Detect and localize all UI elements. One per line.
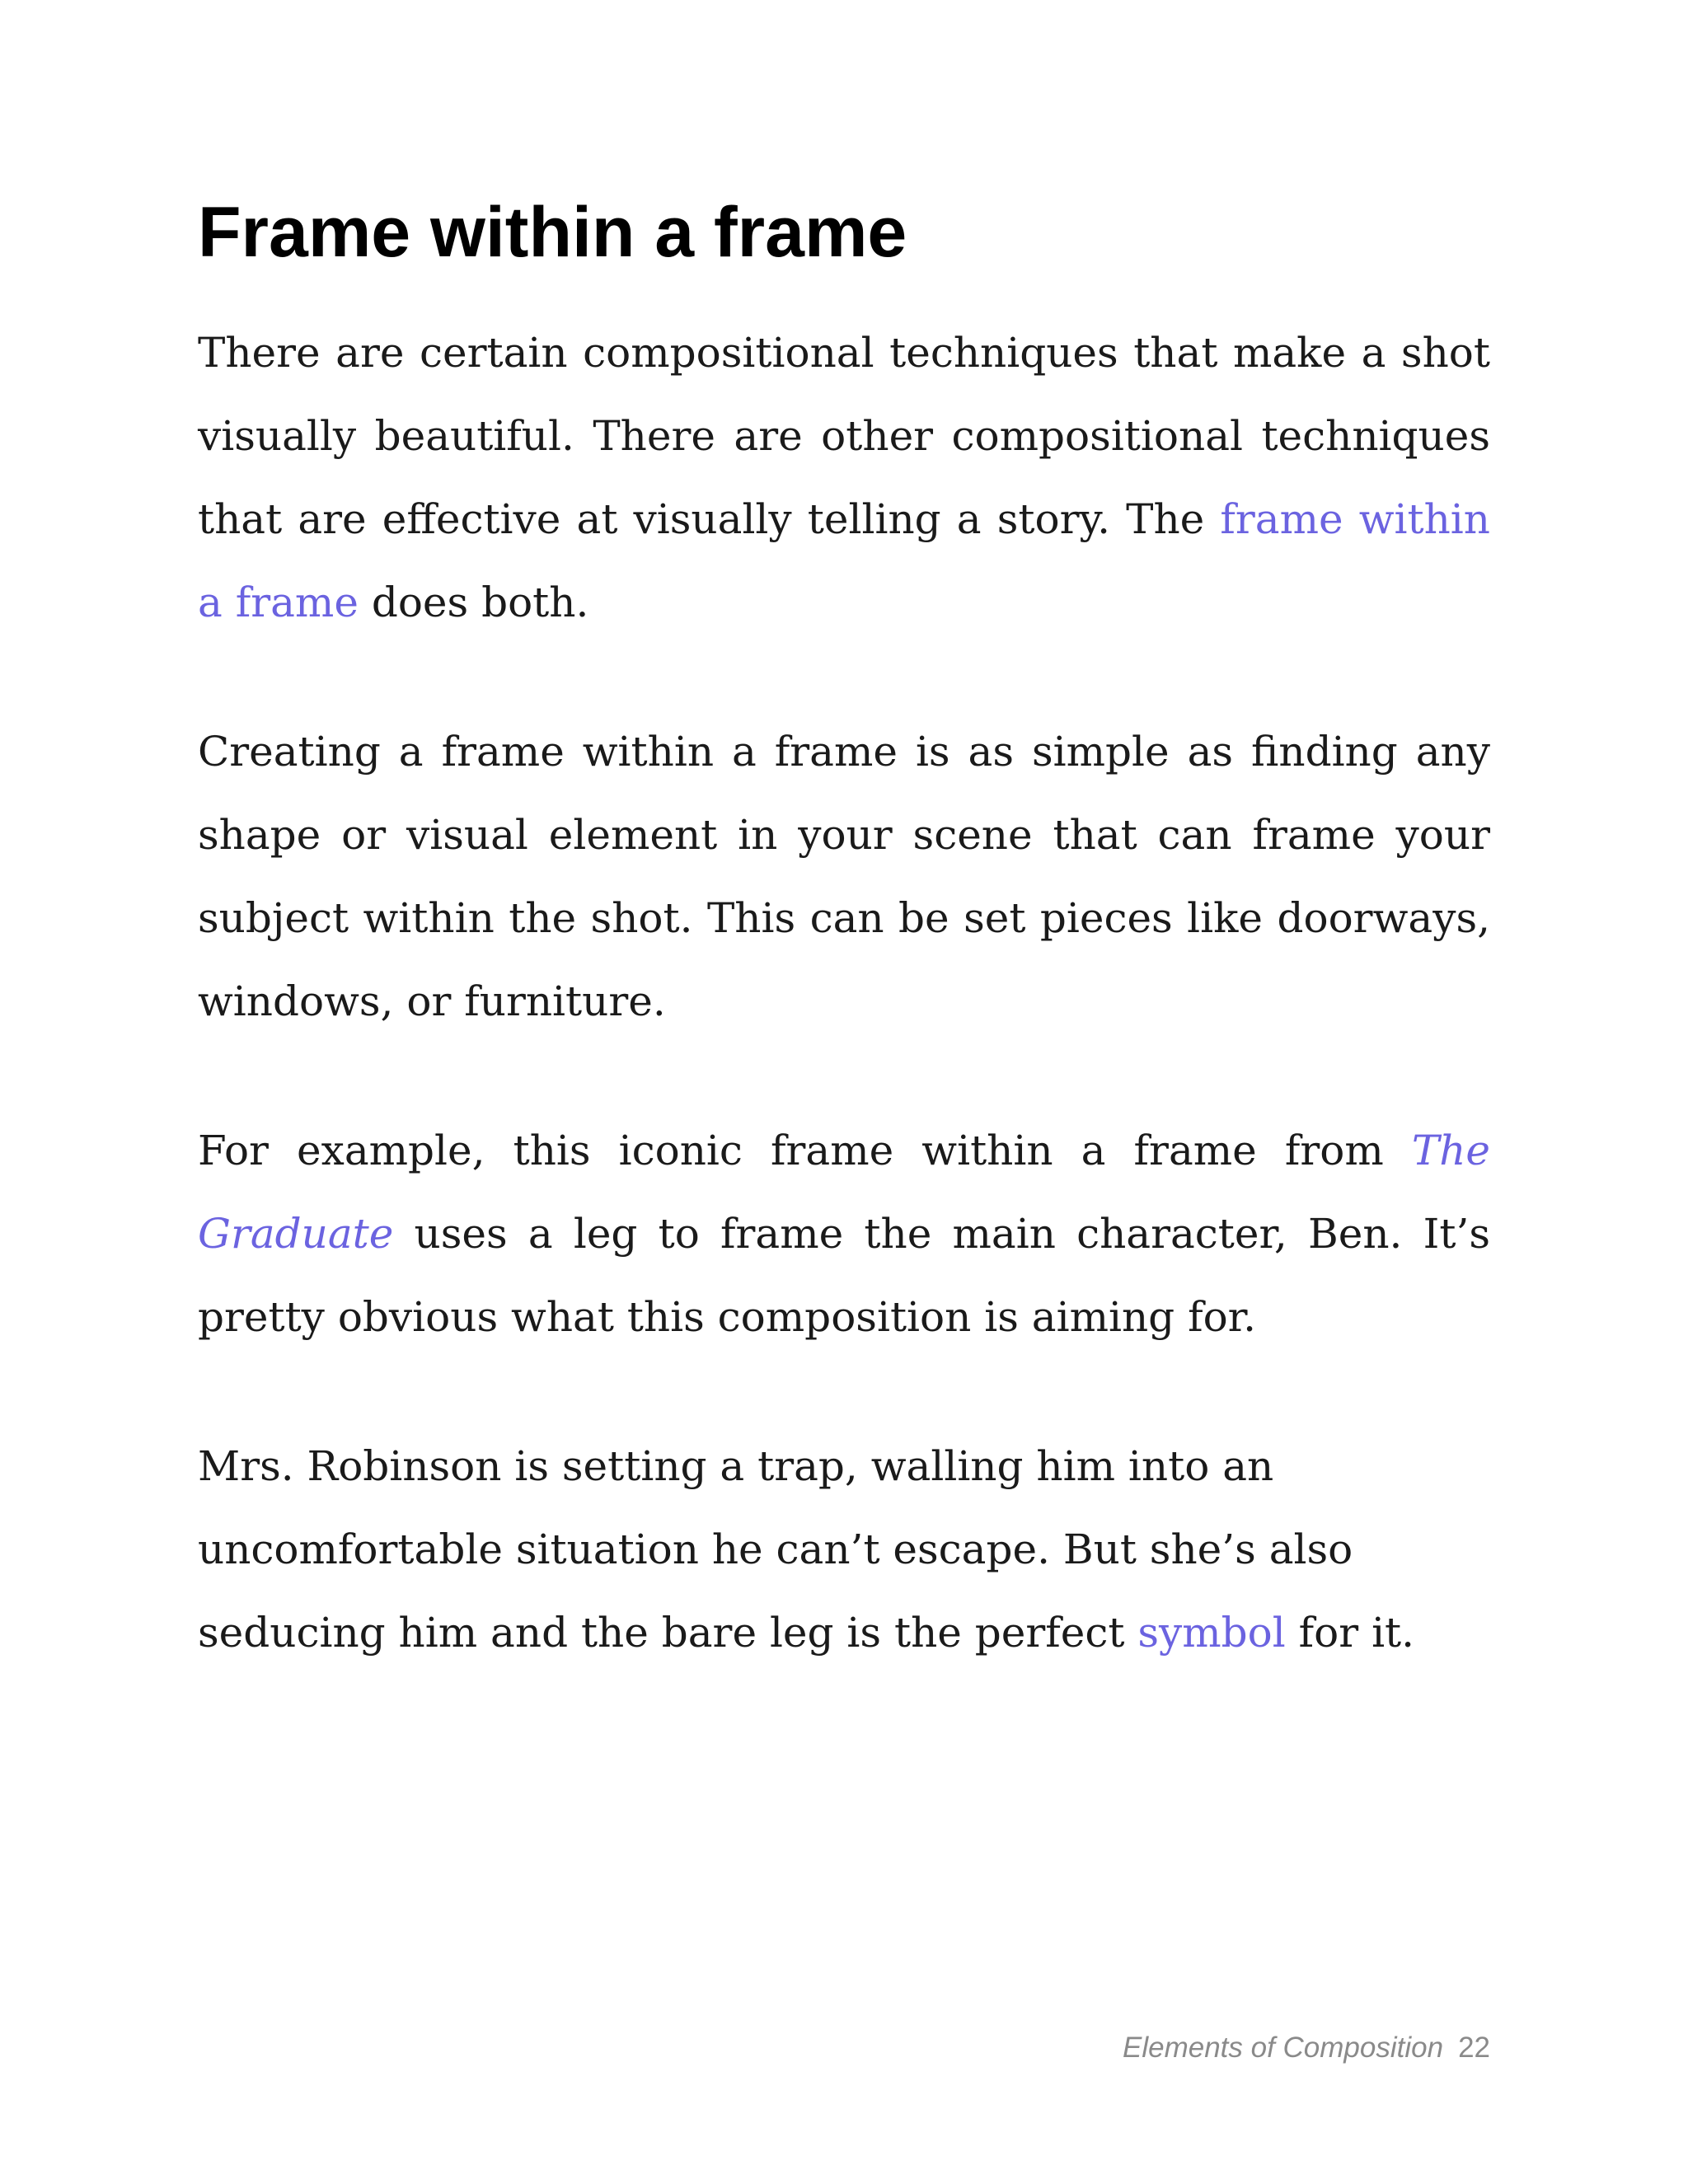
- page-number: 22: [1458, 2032, 1490, 2064]
- paragraph-example: [198, 1109, 1490, 1359]
- paragraph-text: does both.: [358, 579, 589, 626]
- paragraph-text: for it.: [1285, 1609, 1415, 1657]
- frame-within-a-frame-link[interactable]: frame within a frame: [198, 495, 1490, 626]
- symbol-link[interactable]: symbol: [1137, 1609, 1286, 1657]
- paragraph-text: For example, this iconic frame within a frame from: [198, 1127, 1412, 1174]
- paragraph-intro: [198, 312, 1490, 644]
- body-text: [198, 312, 1490, 1675]
- paragraph-creating: Creating a frame within a frame is as simple as finding any shape or visual element in your scene that can frame your subject within the shot. This can be set pieces like doorways, windows, or furniture.: [198, 728, 1490, 1025]
- footer-book-title: Elements of Composition: [1122, 2032, 1444, 2064]
- the-graduate-link[interactable]: The Graduate: [198, 1127, 1490, 1258]
- paragraph-robinson: [198, 1425, 1490, 1675]
- paragraph-text: There are certain compositional techniques that make a shot visually beautiful. There are other compositional techniques that are effective at visually telling a story. The: [198, 329, 1490, 543]
- paragraph-text: uses a leg to frame the main character, Ben. It’s pretty obvious what this composition is aiming for.: [198, 1210, 1490, 1341]
- page-title: Frame within a frame: [198, 193, 907, 272]
- paragraph-text: Mrs. Robinson is setting a trap, walling him into an uncomfortable situation he can’t escape. But she’s also seducing him and the bare leg is the perfect: [198, 1442, 1353, 1657]
- page-footer: [1123, 2029, 1490, 2067]
